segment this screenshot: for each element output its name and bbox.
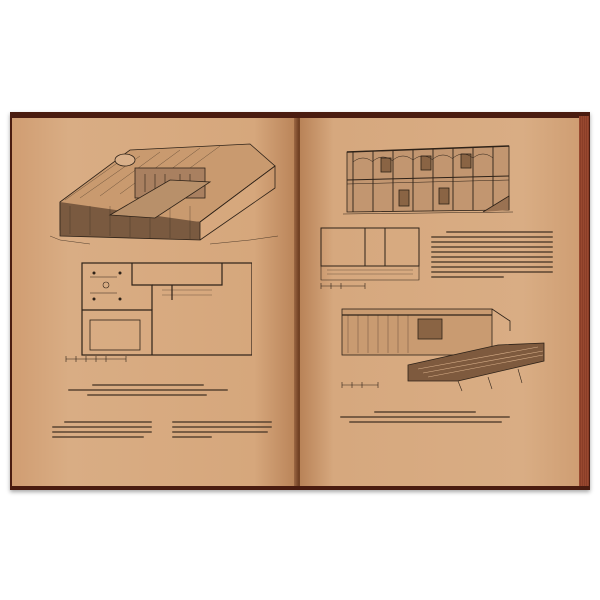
left-paragraph-column-1 xyxy=(52,418,152,450)
house-perspective-drawing xyxy=(50,140,280,250)
right-figure-caption xyxy=(340,408,510,434)
page-edges xyxy=(579,116,589,486)
left-paragraph-column-2 xyxy=(172,418,272,450)
floor-plan-drawing xyxy=(62,255,252,365)
house-facade-drawing xyxy=(343,140,513,228)
right-paragraph xyxy=(431,228,553,308)
right-floor-plan-drawing xyxy=(315,224,427,292)
page-number xyxy=(130,452,180,462)
section-and-roof-drawing xyxy=(338,305,548,395)
left-figure-caption xyxy=(68,381,228,399)
